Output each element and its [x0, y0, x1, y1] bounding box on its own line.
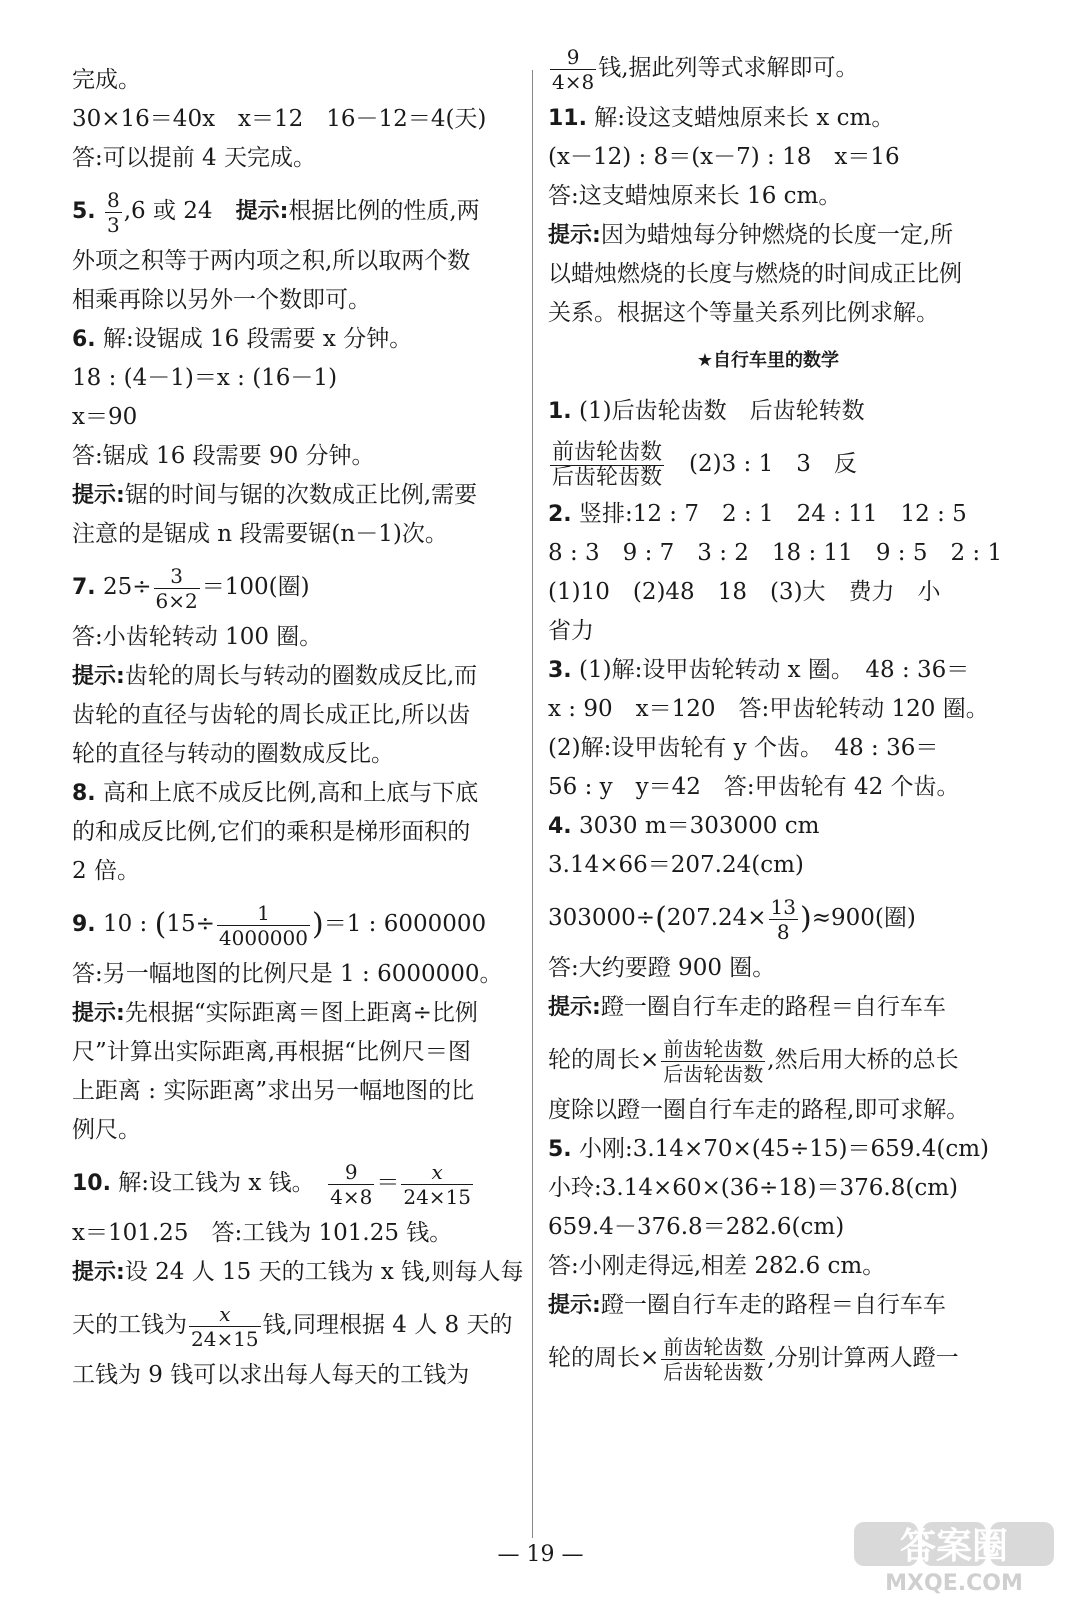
text-line: 省力 — [548, 618, 594, 644]
fraction — [189, 1302, 261, 1351]
text-line: 度除以蹬一圈自行车走的路程,即可求解。 — [548, 1097, 970, 1123]
section-question-5 — [548, 1135, 988, 1163]
equation-text: 15÷ — [166, 911, 215, 937]
question-11 — [548, 104, 988, 132]
tip-label: 提示: — [548, 223, 601, 248]
question-7 — [72, 559, 520, 615]
text-segment: ,分别计算两人蹬一 — [767, 1345, 959, 1371]
tip-text: 蹬一圈自行车走的路程＝自行车车 — [600, 994, 946, 1020]
equation-line: (x－12) : 8＝(x－7) : 18 x＝16 — [548, 144, 900, 170]
fraction-numerator: 8 — [106, 187, 120, 212]
fraction — [550, 441, 664, 490]
text-line: 齿轮的直径与齿轮的周长成正比,所以齿 — [72, 702, 471, 728]
watermark-bottom-text: MXQE.COM — [885, 1571, 1023, 1594]
question-number: 10. — [72, 1171, 111, 1196]
section-question-2 — [548, 500, 988, 528]
answer-line: 答:大约要蹬 900 圈。 — [548, 955, 776, 981]
fraction-numerator: 前齿轮齿数 — [663, 1036, 764, 1061]
answer-text: ,6 或 24 — [123, 198, 236, 224]
fraction-numerator: 13 — [770, 894, 796, 919]
fraction-numerator: 9 — [328, 1160, 374, 1185]
text-line: 的和成反比例,它们的乘积是梯形面积的 — [72, 819, 471, 845]
paren-right: ) — [800, 901, 812, 936]
question-text: 高和上底不成反比例,高和上底与下底 — [102, 780, 479, 806]
tip-label: 提示: — [72, 1001, 125, 1026]
fraction-numerator: 前齿轮齿数 — [552, 439, 663, 465]
fraction-numerator: 1 — [217, 901, 310, 926]
fraction — [661, 1335, 765, 1384]
text-line: x : 90 x＝120 答:甲齿轮转动 120 圈。 — [548, 696, 989, 722]
equation-line: x＝90 — [72, 404, 138, 430]
paren-right: ) — [311, 907, 324, 942]
text-line: 相乘再除以另外一个数即可。 — [72, 287, 371, 313]
answer-line: 答:小齿轮转动 100 圈。 — [72, 624, 323, 650]
tip-line — [72, 481, 520, 509]
column-divider — [532, 70, 533, 1538]
equation-text: ≈900(圈) — [811, 905, 916, 931]
fraction-denominator: 后齿轮齿数 — [552, 464, 663, 490]
text-segment: 钱,据此列等式求解即可。 — [598, 55, 859, 81]
answer-line: 答:锯成 16 段需要 90 分钟。 — [72, 443, 375, 469]
watermark-top-text: 答案圈 — [899, 1526, 1009, 1567]
section-question-1 — [548, 397, 988, 425]
question-number: 1. — [548, 399, 572, 424]
fraction-numerator: 3 — [154, 564, 200, 589]
paren-left: ( — [655, 901, 667, 936]
text-line-fraction — [548, 1330, 988, 1386]
fraction-denominator: 6×2 — [155, 588, 198, 613]
text-line: 注意的是锯成 n 段需要锯(n－1)次。 — [72, 521, 448, 547]
question-text: (1)解:设甲齿轮转动 x 圈。 48 : 36＝ — [578, 657, 970, 683]
tip-text: 锯的时间与锯的次数成正比例,需要 — [124, 482, 478, 508]
fraction-denominator: 8 — [776, 919, 790, 944]
text-line: 工钱为 9 钱可以求出每人每天的工钱为 — [72, 1362, 470, 1388]
tip-line — [548, 221, 988, 249]
text-segment: (2)3 : 1 3 反 — [666, 451, 857, 477]
fraction-numerator: 9 — [550, 45, 596, 70]
question-9 — [72, 896, 520, 952]
question-text: 解:设工钱为 x 钱。 — [118, 1170, 327, 1196]
equation-text: 25÷ — [102, 574, 152, 600]
text-line: 上距离 : 实际距离”求出另一幅地图的比 — [72, 1078, 475, 1104]
fraction-denominator: 4×8 — [330, 1184, 373, 1209]
tip-line — [548, 1291, 988, 1319]
watermark-logo-icon — [850, 1520, 1070, 1594]
text-line: (2)解:设甲齿轮有 y 个齿。 48 : 36＝ — [548, 735, 939, 761]
tip-text: 齿轮的周长与转动的圈数成反比,而 — [124, 663, 478, 689]
text-segment: 天的工钱为 — [72, 1312, 187, 1338]
text-line: 以蜡烛燃烧的长度与燃烧的时间成正比例 — [548, 261, 962, 287]
fraction — [217, 901, 310, 950]
text-line: 关系。根据这个等量关系列比例求解。 — [548, 300, 939, 326]
tip-text: 设 24 人 15 天的工钱为 x 钱,则每人每 — [124, 1259, 524, 1285]
fraction-denominator: 后齿轮齿数 — [663, 1061, 764, 1086]
answer-line: x＝101.25 答:工钱为 101.25 钱。 — [72, 1220, 453, 1246]
tip-text: 根据比例的性质,两 — [288, 198, 480, 224]
text-line: 完成。 — [72, 67, 141, 93]
question-number: 3. — [548, 658, 572, 683]
tip-line — [72, 662, 520, 690]
text-line-fraction — [72, 1297, 520, 1353]
question-number: 11. — [548, 106, 587, 131]
question-number: 2. — [548, 502, 572, 527]
fraction-numerator: 前齿轮齿数 — [663, 1334, 764, 1359]
question-text: 3030 m＝303000 cm — [578, 813, 820, 839]
tip-label: 提示: — [72, 483, 125, 508]
question-text: 竖排:12 : 7 2 : 1 24 : 11 12 : 5 — [578, 501, 967, 527]
section-question-4 — [548, 812, 988, 840]
tip-text: 因为蜡烛每分钟燃烧的长度一定,所 — [600, 222, 954, 248]
fraction-denominator: 24×15 — [191, 1326, 259, 1351]
fraction-numerator: x — [401, 1160, 473, 1185]
question-number: 9. — [72, 912, 96, 937]
text-line-fraction — [548, 1032, 988, 1088]
fraction-denominator: 4×8 — [552, 69, 595, 94]
equation-line: 30×16＝40x x＝12 16－12＝4(天) — [72, 106, 487, 132]
text-line: 56 : y y＝42 答:甲齿轮有 42 个齿。 — [548, 774, 960, 800]
equation-line: 659.4－376.8＝282.6(cm) — [548, 1214, 845, 1240]
tip-label: 提示: — [72, 664, 125, 689]
tip-label: 提示: — [548, 1293, 601, 1318]
question-10 — [72, 1155, 520, 1211]
question-5 — [72, 183, 520, 239]
fraction — [154, 564, 200, 613]
fraction-numerator: x — [189, 1302, 261, 1327]
question-number: 5. — [548, 1137, 572, 1162]
paren-left: ( — [154, 907, 167, 942]
equation-line: 小玲:3.14×60×(36÷18)＝376.8(cm) — [548, 1175, 959, 1201]
text-line: 2 倍。 — [72, 858, 140, 884]
watermark-logo — [850, 1520, 1070, 1594]
question-text: 小刚:3.14×70×(45÷15)＝659.4(cm) — [578, 1136, 989, 1162]
equation-text: ＝1 : 6000000 — [323, 911, 487, 937]
question-8 — [72, 779, 520, 807]
answer-line: 答:小刚走得远,相差 282.6 cm。 — [548, 1253, 886, 1279]
tip-line — [72, 999, 520, 1027]
text-line: 尺”计算出实际距离,再根据“比例尺＝图 — [72, 1039, 471, 1065]
equation-text: 10 : — [102, 911, 155, 937]
fraction — [328, 1160, 374, 1209]
section-heading: ★自行车里的数学 — [696, 350, 840, 371]
fraction-denominator: 3 — [106, 212, 120, 237]
fraction-denominator: 4000000 — [218, 925, 308, 950]
answer-line: 答:可以提前 4 天完成。 — [72, 145, 317, 171]
fraction-denominator: 24×15 — [403, 1184, 472, 1209]
question-number: 4. — [548, 814, 572, 839]
question-number: 7. — [72, 575, 96, 600]
text-line-fraction — [548, 40, 988, 96]
text-segment: 钱,同理根据 4 人 8 天的 — [262, 1312, 513, 1338]
fraction — [401, 1160, 473, 1209]
fraction — [550, 45, 596, 94]
question-text: 解:设这支蜡烛原来长 x cm。 — [594, 105, 895, 131]
tip-line — [72, 1258, 524, 1286]
equation-text: 303000÷ — [548, 905, 656, 931]
text-line: 轮的直径与转动的圈数成反比。 — [72, 741, 394, 767]
answer-line: 答:这支蜡烛原来长 16 cm。 — [548, 183, 842, 209]
equation-text: 207.24× — [666, 905, 767, 931]
text-line-fraction — [548, 436, 988, 492]
text-line: 8 : 3 9 : 7 3 : 2 18 : 11 9 : 5 2 : 1 — [548, 540, 1003, 566]
fraction — [105, 188, 122, 237]
answer-line: 答:另一幅地图的比例尺是 1 : 6000000。 — [72, 961, 503, 987]
text-line: (1)10 (2)48 18 (3)大 费力 小 — [548, 579, 941, 605]
text-segment: 轮的周长× — [548, 1345, 660, 1371]
text-line: 例尺。 — [72, 1117, 141, 1143]
question-number: 8. — [72, 781, 96, 806]
question-number: 6. — [72, 327, 96, 352]
question-text: 解:设锯成 16 段需要 x 分钟。 — [102, 326, 413, 352]
fraction — [661, 1037, 765, 1086]
page-number: — 19 — — [497, 1542, 584, 1567]
question-text: (1)后齿轮齿数 后齿轮转数 — [578, 398, 865, 424]
equation-text: ＝100(圈) — [201, 574, 310, 600]
equation-line: 18 : (4－1)＝x : (16－1) — [72, 365, 338, 391]
tip-label: 提示: — [548, 995, 601, 1020]
question-6 — [72, 325, 520, 353]
left-column — [72, 66, 524, 1400]
tip-line — [548, 993, 988, 1021]
tip-label: 提示: — [72, 1260, 125, 1285]
section-question-3 — [548, 656, 988, 684]
fraction — [769, 895, 798, 944]
text-segment: ,然后用大桥的总长 — [767, 1047, 959, 1073]
equals-sign: ＝ — [376, 1170, 400, 1196]
text-line: 外项之积等于两内项之积,所以取两个数 — [72, 248, 471, 274]
tip-text: 蹬一圈自行车走的路程＝自行车车 — [600, 1292, 946, 1318]
text-segment: 轮的周长× — [548, 1047, 660, 1073]
tip-text: 先根据“实际距离＝图上距离÷比例 — [124, 1000, 478, 1026]
question-number: 5. — [72, 199, 96, 224]
fraction-denominator: 后齿轮齿数 — [663, 1359, 764, 1384]
right-column — [548, 44, 1003, 1394]
equation-line-fraction — [548, 890, 988, 946]
equation-line: 3.14×66＝207.24(cm) — [548, 852, 804, 878]
tip-label: 提示: — [235, 199, 289, 224]
